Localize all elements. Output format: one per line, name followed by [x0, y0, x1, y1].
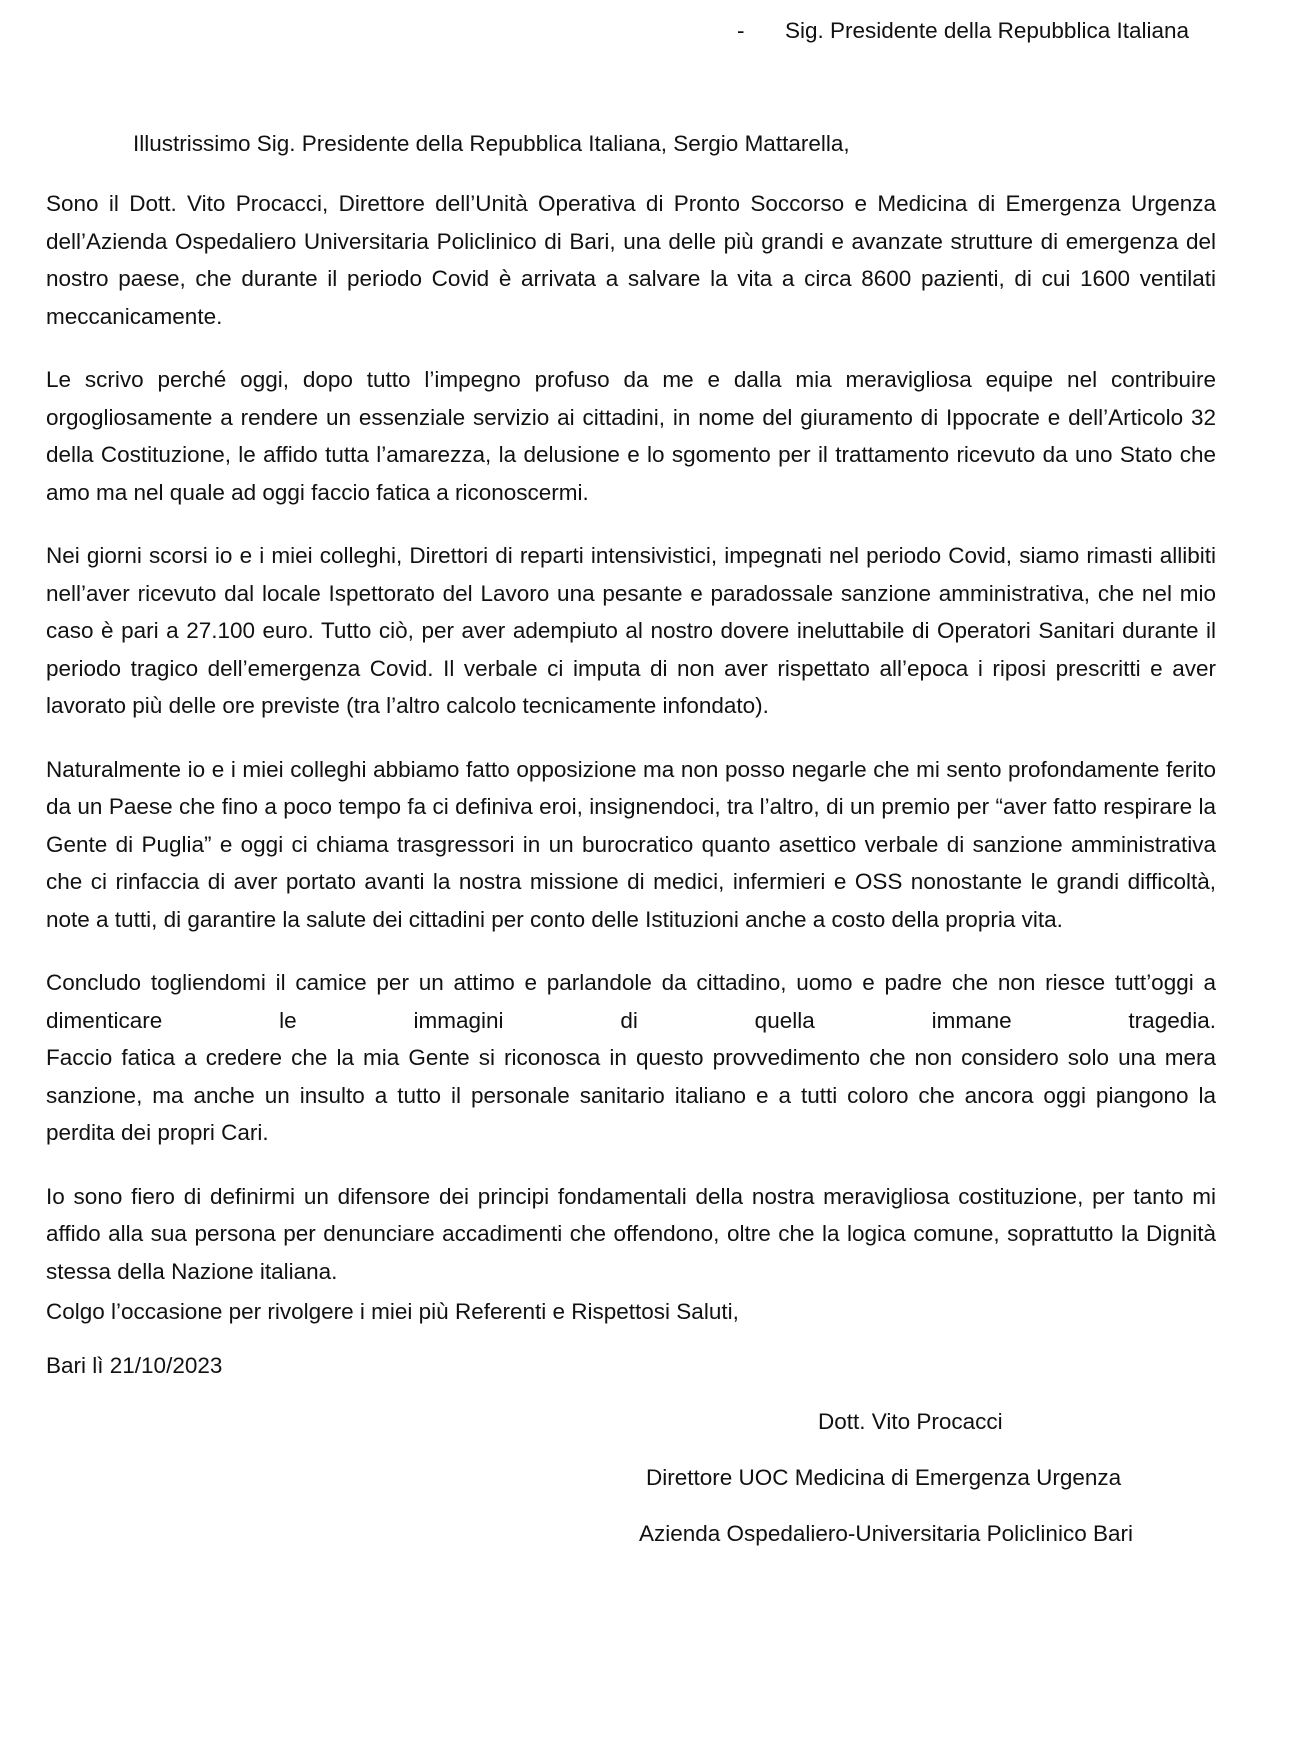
- paragraph-opposition: Naturalmente io e i miei colleghi abbiamo fatto opposizione ma non posso negarle che mi sento profondamente ferito da un Paese che fino a poco tempo fa ci definiva eroi, insignendoci, tra l’altro, di un premio per “aver fatto respirare la Gente di Puglia” e oggi ci chiama trasgressori in un burocratico quanto asettico verbale di sanzione amministrativa che ci rinfaccia di aver portato avanti la nostra missione di medici, infermieri e OSS nonostante le grandi difficoltà, note a tutti, di garantire la salute dei cittadini per conto delle Istituzioni anche a costo della propria vita.: [46, 756, 1216, 932]
- paragraph-reason: Le scrivo perché oggi, dopo tutto l’impegno profuso da me e dalla mia meravigliosa equipe nel contribuire orgogliosamente a rendere un essenziale servizio ai cittadini, in nome del giuramento di Ippocrate e dell’Articolo 32 della Costituzione, le affido tutta l’amarezza, la delusione e lo sgomento per il trattamento ricevuto da uno Stato che amo ma nel quale ad oggi faccio fatica a riconoscermi.: [46, 367, 1216, 505]
- recipient-dash: -: [737, 18, 745, 43]
- paragraph-conclusion-continued: Faccio fatica a credere che la mia Gente si riconosca in questo provvedimento che non considero solo una mera sanzione, ma anche un insulto a tutto il personale sanitario italiano e a tutti coloro che ancora oggi piangono la perdita dei propri Cari.: [46, 1045, 1216, 1145]
- place-date: Bari lì 21/10/2023: [46, 1353, 223, 1378]
- salutation: Illustrissimo Sig. Presidente della Repubblica Italiana, Sergio Mattarella,: [133, 131, 850, 156]
- recipient-name: Sig. Presidente della Repubblica Italiana: [785, 18, 1190, 43]
- closing-greeting: Colgo l’occasione per rivolgere i miei più Referenti e Rispettosi Saluti,: [46, 1299, 739, 1324]
- paragraph-introduction: Sono il Dott. Vito Procacci, Direttore dell’Unità Operativa di Pronto Soccorso e Medicina di Emergenza Urgenza dell’Azienda Ospedaliero Universitaria Policlinico di Bari, una delle più grandi e avanzate strutture di emergenza del nostro paese, che durante il periodo Covid è arrivata a salvare la vita a circa 8600 pazienti, di cui 1600 ventilati meccanicamente.: [46, 191, 1216, 329]
- paragraph-final: Io sono fiero di definirmi un difensore dei principi fondamentali della nostra meravigliosa costituzione, per tanto mi affido alla sua persona per denunciare accadimenti che offendono, oltre che la logica comune, soprattutto la Dignità stessa della Nazione italiana.: [46, 1183, 1216, 1284]
- signature-institution: Azienda Ospedaliero-Universitaria Policlinico Bari: [639, 1521, 1133, 1546]
- paragraph-sanction: Nei giorni scorsi io e i miei colleghi, Direttori di reparti intensivistici, impegnati nel periodo Covid, siamo rimasti allibiti nell’aver ricevuto dal locale Ispettorato del Lavoro una pesante e paradossale sanzione amministrativa, che nel mio caso è pari a 27.100 euro. Tutto ciò, per aver adempiuto al nostro dovere ineluttabile di Operatori Sanitari durante il periodo tragico dell’emergenza Covid. Il verbale ci imputa di non aver rispettato all’epoca i riposi prescritti e aver lavorato più delle ore previste (tra l’altro calcolo tecnicamente infondato).: [46, 543, 1216, 718]
- letter-body: [46, 185, 1216, 1316]
- paragraph-conclusion: Concludo togliendomi il camice per un attimo e parlandole da cittadino, uomo e padre che non riesce tutt’oggi a dimenticare le immagini di quella immane tragedia.: [46, 970, 1216, 1033]
- signature-name: Dott. Vito Procacci: [818, 1409, 1003, 1434]
- recipient-line: [737, 14, 1189, 48]
- signature-role: Direttore UOC Medicina di Emergenza Urgenza: [646, 1465, 1122, 1490]
